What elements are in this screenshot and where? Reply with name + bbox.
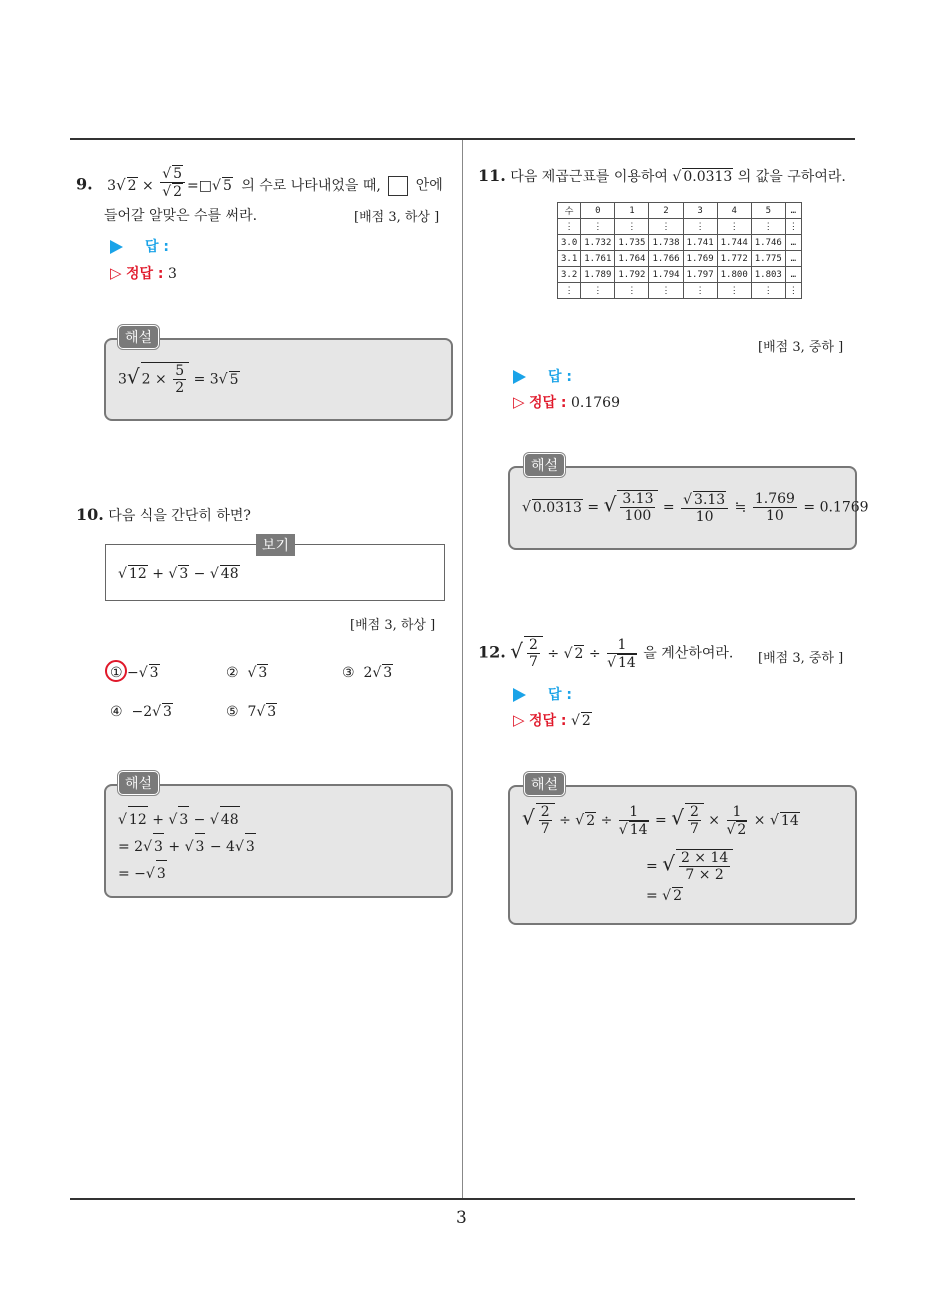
choice-marker: ④ — [110, 704, 123, 720]
q11-correct-row — [513, 392, 620, 412]
choice-marker: ③ — [342, 665, 355, 681]
table-row: ⋮ ⋮ ⋮ ⋮ ⋮ ⋮ ⋮ ⋮ — [558, 219, 802, 235]
q10-score: [배점 3, 하상 ] — [350, 618, 436, 633]
q9-explanation-box — [104, 338, 453, 421]
question-number: 11. — [478, 166, 506, 185]
question-10 — [76, 505, 251, 525]
play-triangle-icon — [110, 240, 123, 254]
answer-label: 답 : — [548, 369, 572, 385]
q10-choice-3[interactable]: ③ 2√ 3 — [342, 665, 393, 681]
q9-explanation-math: 3√ 2 × $\frac{5}{2}$ = 3√ 5 — [118, 363, 239, 397]
q12-explanation-box — [508, 785, 857, 925]
q9-text-tail: 안에 — [415, 177, 443, 194]
answer-label: 답 : — [145, 239, 169, 255]
answer-label: 답 : — [548, 687, 572, 703]
q9-answer-row — [110, 236, 169, 256]
q10-explanation-math: √ 12 + √ 3 − √ 48 = 2√ 3 + √ 3 − 4√ 3 = −√ 3 — [118, 806, 256, 887]
choice-marker: ② — [226, 665, 239, 681]
q10-text: 다음 식을 간단히 하면? — [108, 508, 251, 524]
q12-answer-row — [513, 684, 572, 704]
q10-explain-tag: 해설 — [118, 771, 159, 795]
answer-box — [388, 176, 408, 196]
q11-explain-tag: 해설 — [524, 453, 565, 477]
q10-choice-1[interactable]: ① −√ 3 — [110, 665, 159, 681]
correct-label: 정답 : — [126, 266, 164, 282]
q12-text-after: 을 계산하여라. — [643, 645, 734, 662]
question-12 — [478, 636, 733, 671]
q11-score: [배점 3, 중하 ] — [758, 340, 844, 355]
q10-explanation-box — [104, 784, 453, 898]
q9-line2: 들어갈 알맞은 수를 써라. — [104, 208, 258, 224]
q11-expression: √ 0.0313 — [672, 169, 733, 185]
q9-expression: 3√ 2 × $\frac{√ 5}{√ 2}$ =□√ 5 — [107, 166, 232, 201]
page-number: 3 — [456, 1208, 467, 1228]
correct-value: 3 — [167, 266, 177, 282]
q12-explanation-line1: √ $\frac{2}{7}$ ÷ √ 2 ÷ $\frac{1}{√ 14}$ = √ $\frac{2}{7}$ × $\frac{1}{√ 2}$ × √ 14 — [522, 803, 799, 838]
bottom-rule — [70, 1198, 855, 1200]
outline-triangle-icon: ▷ — [513, 711, 525, 729]
outline-triangle-icon: ▷ — [513, 393, 525, 411]
square-root-table — [557, 202, 802, 299]
q11-answer-row — [513, 366, 572, 386]
q10-choice-5[interactable]: ⑤ 7√ 3 — [226, 704, 277, 720]
table-row: 3.0 1.732 1.735 1.738 1.741 1.744 1.746 … — [558, 235, 802, 251]
q12-explanation-line3: = √ 2 — [646, 888, 683, 904]
question-number: 10. — [76, 505, 104, 524]
correct-value: √ 2 — [570, 713, 591, 729]
table-row: ⋮ ⋮ ⋮ ⋮ ⋮ ⋮ ⋮ ⋮ — [558, 283, 802, 299]
q12-expression: √ $\frac{2}{7}$ ÷ √ 2 ÷ $\frac{1}{√ 14}$ — [510, 636, 636, 671]
correct-value: 0.1769 — [570, 395, 620, 411]
q11-text-before: 다음 제곱근표를 이용하여 — [510, 169, 668, 185]
q10-choice-2[interactable]: ② √ 3 — [226, 665, 268, 681]
table-header-row: 수 0 1 2 3 4 5 … — [558, 203, 802, 219]
question-9 — [76, 168, 456, 203]
q10-bogi-expression: √ 12 + √ 3 − √ 48 — [118, 566, 239, 582]
question-11 — [478, 166, 846, 186]
correct-label: 정답 : — [529, 713, 567, 729]
q12-correct-row — [513, 710, 592, 730]
outline-triangle-icon: ▷ — [110, 264, 122, 282]
table-row: 3.1 1.761 1.764 1.766 1.769 1.772 1.775 … — [558, 251, 802, 267]
q9-score: [배점 3, 하상 ] — [354, 210, 440, 225]
q10-choice-4[interactable]: ④ −2√ 3 — [110, 704, 172, 720]
q11-text-after: 의 값을 구하여라. — [737, 169, 846, 185]
q12-score: [배점 3, 중하 ] — [758, 651, 844, 666]
q10-bogi-tag: 보기 — [256, 534, 295, 556]
play-triangle-icon — [513, 688, 526, 702]
question-number: 9. — [76, 174, 93, 194]
q12-explanation-line2: = √ $\frac{2 \times 14}{7 \times 2}$ — [646, 849, 733, 883]
q11-explanation-math: √ 0.0313 = √ $\frac{3.13}{100}$ = $\frac{√ 3.13}{10}$ ≒ $\frac{1.769}{10}$ = 0.1769 — [522, 491, 869, 525]
q9-correct-row — [110, 263, 177, 283]
q11-explanation-box — [508, 466, 869, 550]
q9-explain-tag: 해설 — [118, 325, 159, 349]
correct-label: 정답 : — [529, 395, 567, 411]
choice-marker: ⑤ — [226, 704, 239, 720]
table-row: 3.2 1.789 1.792 1.794 1.797 1.800 1.803 … — [558, 267, 802, 283]
q12-explain-tag: 해설 — [524, 772, 565, 796]
q9-text: 의 수로 나타내었을 때, — [241, 177, 381, 194]
column-divider — [462, 140, 463, 1200]
choice-marker: ① — [110, 665, 123, 681]
play-triangle-icon — [513, 370, 526, 384]
question-number: 12. — [478, 642, 506, 662]
